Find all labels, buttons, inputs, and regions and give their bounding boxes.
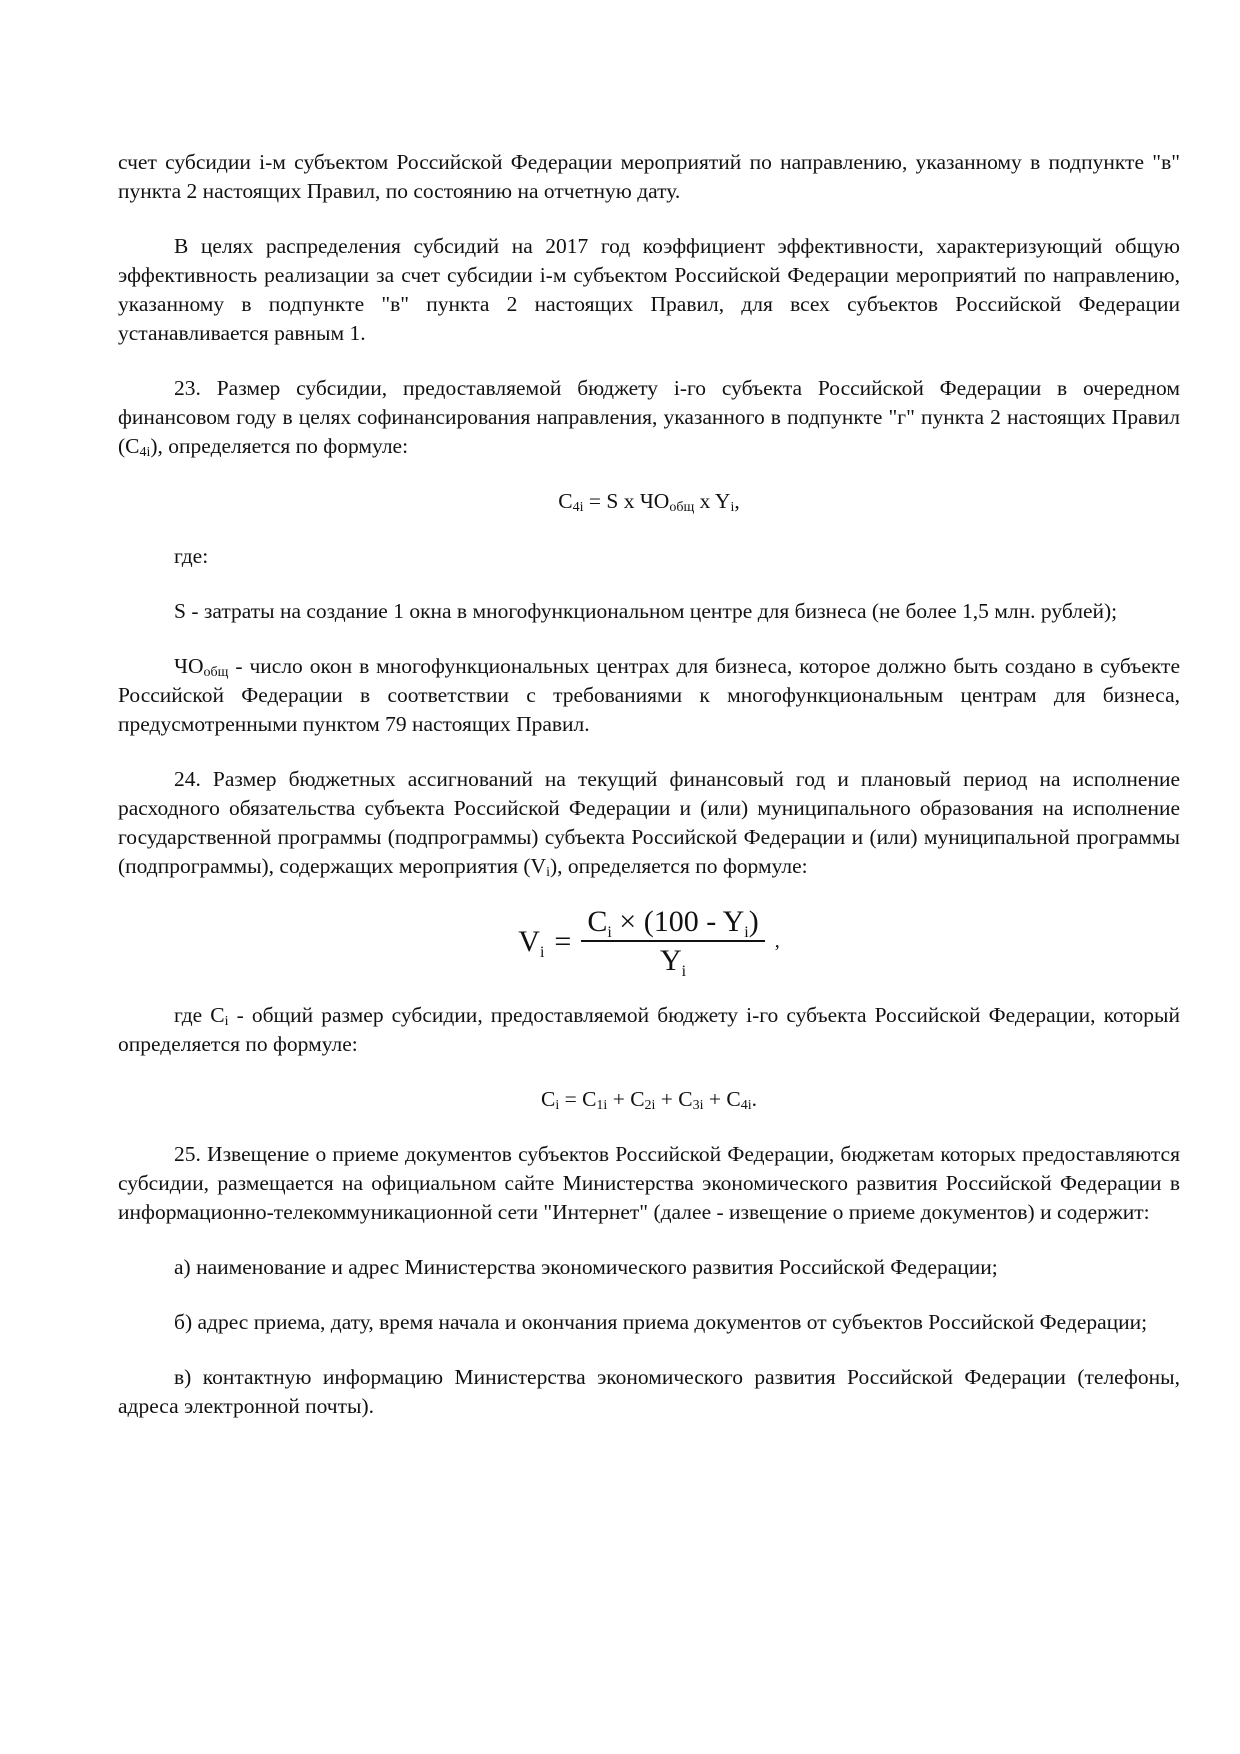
comma: ,: [774, 929, 780, 952]
paragraph-24: [118, 765, 1180, 881]
subscript: 4i: [139, 445, 151, 460]
t: ЧО: [174, 654, 204, 678]
formula-ci: [118, 1085, 1180, 1114]
s: i: [539, 943, 545, 961]
t: ), определяется по формуле:: [549, 854, 808, 878]
times: ×: [619, 905, 637, 938]
s: i: [681, 963, 687, 980]
s: 4i: [572, 500, 584, 515]
t: C: [587, 905, 608, 938]
paragraph-23: [118, 374, 1180, 461]
paragraph-s-definition: S - затраты на создание 1 окна в многофункциональном центре для бизнеса (не более 1,5 млн. рублей);: [174, 599, 1118, 623]
s: i: [607, 924, 612, 941]
equals: =: [554, 924, 572, 958]
lhs: [518, 924, 545, 961]
formula-vi: [118, 905, 1180, 980]
where-label: где:: [174, 544, 209, 568]
formula-c4i: [118, 487, 1180, 516]
paragraph-where-ci: [118, 1001, 1180, 1059]
denominator: [659, 942, 687, 980]
t: + C: [703, 1087, 741, 1111]
t: ): [748, 905, 759, 938]
t: C: [540, 1087, 556, 1111]
t: + C: [655, 1087, 693, 1111]
numerator: [581, 907, 764, 942]
list-item-v: в) контактную информацию Министерства экономического развития Российской Федерации (телефоны, адреса электронной почты).: [118, 1365, 1180, 1418]
t: .: [751, 1087, 758, 1111]
document-page: [118, 148, 1180, 1447]
t: - общий размер субсидии, предоставляемой бюджету i-го субъекта Российской Федерации, который определяется по формуле:: [118, 1003, 1180, 1056]
s: 4i: [740, 1098, 752, 1113]
paragraph-continuation: счет субсидии i-м субъектом Российской Федерации мероприятий по направлению, указанному в подпункте "в" пункта 2 настоящих Правил, по состоянию на отчетную дату.: [118, 150, 1180, 203]
s: общ: [203, 665, 229, 680]
s: 2i: [644, 1098, 656, 1113]
text: ), определяется по формуле:: [150, 434, 409, 458]
list-item-b: б) адрес приема, дату, время начала и окончания приема документов от субъектов Российской Федерации;: [174, 1310, 1148, 1334]
paragraph-cho-definition: [118, 652, 1180, 739]
s: i: [730, 500, 735, 515]
fraction: [581, 905, 764, 980]
s: i: [744, 924, 749, 941]
t: V: [518, 924, 540, 958]
t: (100 - Y: [643, 905, 745, 938]
t: 24. Размер бюджетных ассигнований на текущий финансовый год и плановый период на исполнение расходного обязательства субъекта Российской Федерации и (или) муниципального образования на исполнение государственной программы (подпрограммы) субъекта Российской Федерации и (или) муниципальной программы (подпрограммы), содержащих мероприятия (V: [118, 767, 1180, 878]
paragraph-25: 25. Извещение о приеме документов субъектов Российской Федерации, бюджетам которых предоставляются субсидии, размещается на официальном сайте Министерства экономического развития Российской Федерации в информационно-телекоммуникационной сети "Интернет" (далее - извещение о приеме документов) и содержит:: [118, 1142, 1180, 1224]
t: x Y: [694, 489, 731, 513]
s: общ: [669, 500, 695, 515]
t: C: [558, 489, 573, 513]
t: = S x ЧО: [583, 489, 670, 513]
t: где C: [174, 1003, 225, 1027]
s: i: [555, 1098, 560, 1113]
t: Y: [659, 944, 682, 977]
s: i: [224, 1014, 229, 1029]
list-item-a: а) наименование и адрес Министерства экономического развития Российской Федерации;: [174, 1255, 998, 1279]
t: = C: [559, 1087, 597, 1111]
text: 23. Размер субсидии, предоставляемой бюджету i-го субъекта Российской Федерации в очередном финансовом году в целях софинансирования направления, указанного в подпункте "г" пункта 2 настоящих Правил (C: [118, 376, 1180, 458]
t: ,: [734, 489, 740, 513]
s: i: [546, 865, 550, 880]
s: 3i: [692, 1098, 704, 1113]
paragraph-efficiency: В целях распределения субсидий на 2017 год коэффициент эффективности, характеризующий общую эффективность реализации за счет субсидии i-м субъектом Российской Федерации мероприятий по направлению, указанному в подпункте "в" пункта 2 настоящих Правил, для всех субъектов Российской Федерации устанавливается равным 1.: [118, 234, 1180, 345]
t: - число окон в многофункциональных центрах для бизнеса, которое должно быть создано в субъекте Российской Федерации в соответствии с требованиями к многофункциональным центрам для бизнеса, предусмотренными пунктом 79 настоящих Правил.: [118, 654, 1180, 736]
t: + C: [607, 1087, 645, 1111]
s: 1i: [596, 1098, 608, 1113]
